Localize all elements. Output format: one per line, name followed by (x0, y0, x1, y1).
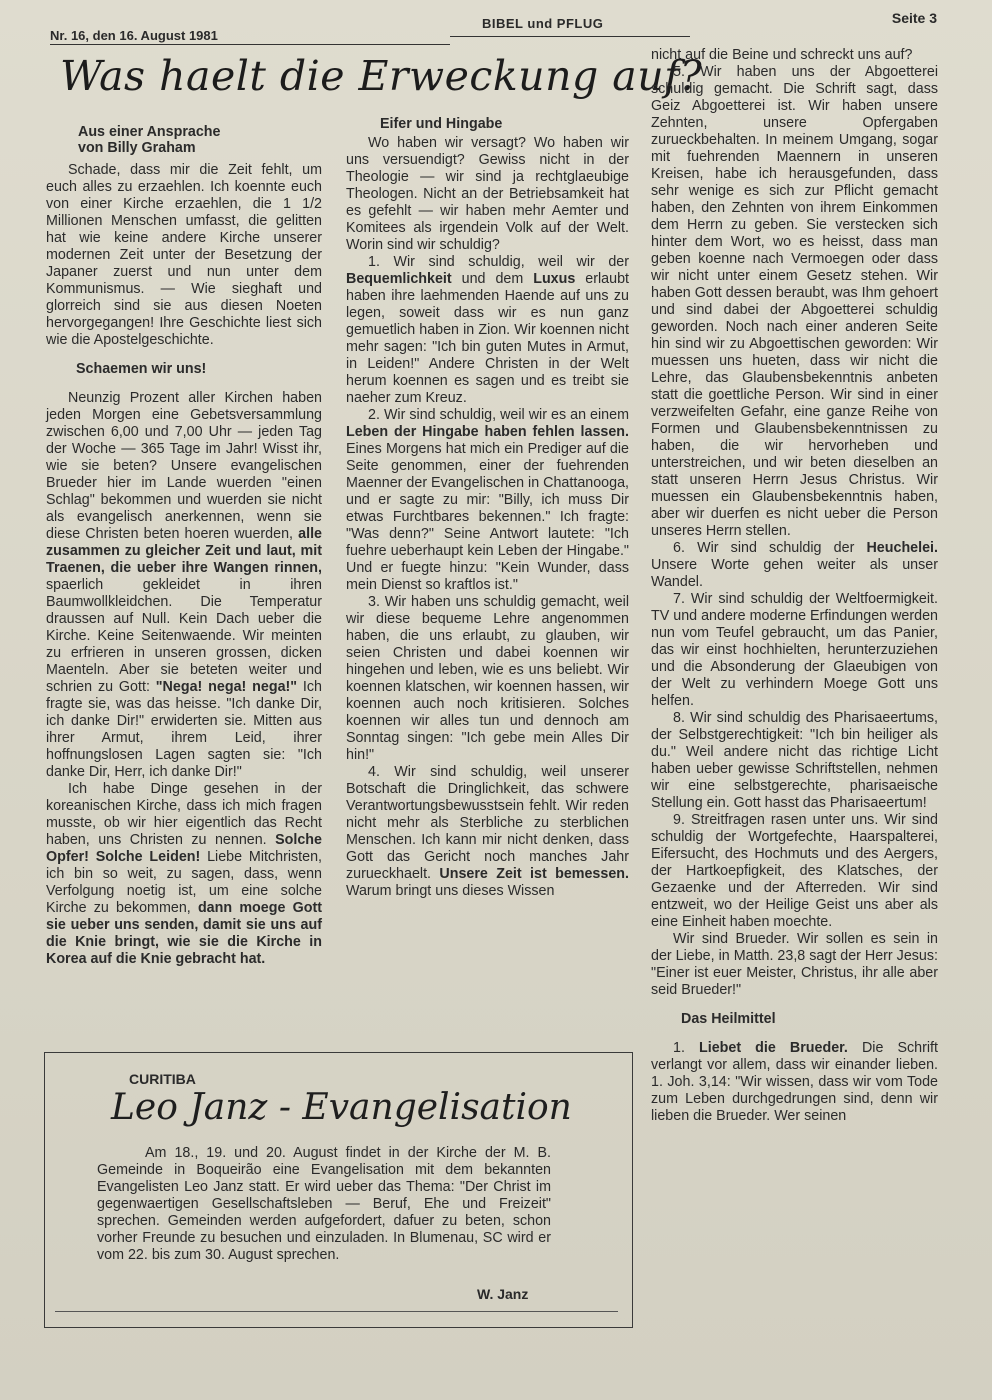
article-column-2 (346, 116, 629, 900)
article-column-1 (46, 124, 322, 968)
page-header (50, 8, 937, 42)
paragraph: 3. Wir haben uns schuldig gemacht, weil wir diese bequeme Lehre angenommen haben, die uns erlaubt, zu glauben, wir seien Christen und dabei koennen wir hingehen und leben, wie es uns beliebt. Wir koennen klatschen, wir koennen hassen, wir koennen auch noch kritisieren. Solches koennen wir alles tun und dennoch am Sonntag singen: "Ich gebe mein Alles Dir hin!" (346, 594, 629, 763)
announcement-body: Am 18., 19. und 20. August findet in der Kirche der M. B. Gemeinde in Boqueirão eine Evangelisation mit dem bekannten Evangelisten Leo Janz statt. Er wird ueber das Thema: "Der Christ im gegenwaertigen Gesellschaftsleben — Beruf, Ehe und Freizeit" sprechen. Gemeinden werden aufgefordert, dafuer zu beten, schon vorher Freunde zu besuchen und einzuladen. In Blumenau, SC wird er vom 22. bis zum 30. August sprechen. (97, 1145, 551, 1263)
issue-date: Nr. 16, den 16. August 1981 (50, 28, 218, 43)
announcement-location: CURITIBA (129, 1071, 196, 1087)
paragraph: 2. Wir sind schuldig, weil wir es an einem Leben der Hingabe haben fehlen lassen. Eines Morgens hat mich ein Prediger auf die Seite genommen, einer der fuehrenden Maenner der Evangelischen in Chattanooga, und er sagte zu mir: "Billy, ich muss Dir etwas Furchtbares bekennen." Ich fragte: "Was denn?" Seine Antwort lautete: "Ich fuehre ueberhaupt kein Leben der Hingabe." Und er fuegte hinzu: "Kein Wunder, dass mein Dienst so kraftlos ist." (346, 407, 629, 593)
paragraph: 1. Wir sind schuldig, weil wir der Bequemlichkeit und dem Luxus erlaubt haben ihre laehmenden Haende auf uns zu legen, soweit dass wir es nun ganz gemuetlich haben in Zion. Wir koennen nicht mehr sagen: "Ich bin guten Mutes in Armut, in Leiden!" Andere Christen in der Welt herum koennen es sagen und es treibt sie naeher zum Kreuz. (346, 254, 629, 406)
paragraph: Schade, dass mir die Zeit fehlt, um euch alles zu erzaehlen. Ich koennte euch von einer Kirche erzaehlen, die 1 1/2 Millionen Menschen umfasst, die gelitten hat wie keine andere Kirche unserer modernen Zeit unter der Besetzung der Japaner zuerst und nun unter dem Kommunismus. — Wie sieghaft und glorreich sind sie aus diesen Noeten hervorgegangen! Ihre Geschichte liest sich wie die Apostelgeschichte. (46, 162, 322, 348)
subheading: Eifer und Hingabe (380, 116, 503, 132)
masthead: BIBEL und PFLUG (482, 16, 604, 31)
announcement-title: Leo Janz - Evangelisation (111, 1087, 572, 1128)
article-headline: Was haelt die Erweckung auf? (60, 52, 703, 100)
page-number: Seite 3 (891, 10, 937, 26)
byline-line-1: Aus einer Ansprache (78, 124, 221, 140)
paragraph: 1. Liebet die Brueder. Die Schrift verlangt vor allem, dass wir einander lieben. 1. Joh. 3,14: "Wir wissen, dass wir vom Tode zum Leben durchgedrungen sind, denn wir lieben die Brueder. Wer seinen (651, 1040, 938, 1124)
paragraph: nicht auf die Beine und schreckt uns auf? (651, 47, 913, 63)
header-rule-center (450, 36, 690, 37)
article-column-3 (651, 47, 938, 1125)
subheading: Das Heilmittel (681, 1011, 776, 1027)
announcement-box (44, 1052, 633, 1328)
announcement-signature: W. Janz (477, 1286, 529, 1302)
paragraph: 9. Streitfragen rasen unter uns. Wir sind schuldig der Wortgefechte, Haarspalterei, Eifersucht, des Hochmuts und des Aergers, der Hartkoepfigkeit, des Klatsches, der Gezaenke und der Afterreden. Wir sind entzweit, wo der Heilige Geist uns aber als eine Einheit haben moechte. (651, 812, 938, 930)
subheading: Schaemen wir uns! (76, 361, 207, 377)
paragraph: 6. Wir sind schuldig der Heuchelei. Unsere Worte gehen weiter als unser Wandel. (651, 540, 938, 590)
header-rule-left (50, 44, 450, 45)
paragraph: Neunzig Prozent aller Kirchen haben jeden Morgen eine Gebetsversammlung zwischen 6,00 und 7,00 Uhr — jeden Tag der Woche — 365 Tage im Jahr! Wisst ihr, wie sie beten? Unsere evangelischen Brueder hier im Lande wuerden "einen Schlag" bekommen und wuerden sie nicht als evangelisch anerkennen, wenn sie diese Christen beten hoeren wuerden, alle zusammen zu gleicher Zeit und laut, mit Traenen, die ueber ihre Wangen rinnen, spaerlich gekleidet in ihren Baumwollkleidchen. Die Temperatur draussen auf Null. Kein Dach ueber die Kirche. Keine Seitenwaende. Wir meinten zu erfrieren in unseren grossen, dicken Maenteln. Aber sie beteten weiter und schrien zu Gott: "Nega! nega! nega!" Ich fragte sie, was das heisse. "Ich danke Dir, ich danke Dir!" erwiderten sie. Mitten aus ihrer Armut, ihrem Leid, ihrer hoffnungslosen Lagen sagten sie: "Ich danke Dir, Herr, ich danke Dir!" (46, 390, 323, 780)
announcement-rule (55, 1311, 618, 1312)
paragraph: 5. Wir haben uns der Abgoetterei schuldig gemacht. Die Schrift sagt, dass Geiz Abgoetterei ist. Wir haben unsere Zehnten, unsere Opfergaben zurueckbehalten. In meinem Umgang, sogar mit fuehrenden Maennern in unseren Kreisen, habe ich herausgefunden, dass sehr wenige es sich zur Pflicht gemacht haben, den Zehnten von ihrem Einkommen dem Herrn zu geben. Sie verstecken sich hinter dem Wort, wo es heisst, dass man geben koenne nach Vermoegen oder dass wir nicht unter einem Gesetz stehen. Wir haben Gott dessen beraubt, was Ihm gehoert und sind dabei der Abgoetterei schuldig geworden. Noch nach einer anderen Seite hin sind wir zu Abgoettischen geworden: Wir muessen uns hueten, dass wir nicht die Lehre, das Glaubensbekenntnis anbeten statt die goettliche Person. Wir sind in einer verzweifelten Gefahr, eine ganze Reihe von Formen und Glaubensbekenntnissen zu haben, die wir hervorheben und unterstreichen, und wir beten dieselben an statt unseren Herrn Jesus Christus. Wir muessen ein Glaubensbekenntnis haben, aber wir duerfen es nicht ueber die Person unseres Herrn stellen. (651, 64, 938, 539)
paragraph: 7. Wir sind schuldig der Weltfoermigkeit. TV und andere moderne Erfindungen werden nun vom Teufel gebraucht, um das Panier, das wir einst hochhielten, herunterzuziehen und die Absonderung der Glaeubigen von der Welt zu verhindern Moege Gott uns helfen. (651, 591, 938, 709)
paragraph: Ich habe Dinge gesehen in der koreanischen Kirche, dass ich mich fragen musste, ob wir hier eigentlich das Recht haben, uns Christen zu nennen. Solche Opfer! Solche Leiden! Liebe Mitchristen, ich bin so weit, zu sagen, dass, wenn Verfolgung noetig ist, um eine solche Kirche zu bekommen, dann moege Gott sie ueber uns senden, damit sie uns auf die Knie bringt, wie sie die Kirche in Korea auf die Knie gebracht hat. (46, 781, 322, 967)
paragraph: Wir sind Brueder. Wir sollen es sein in der Liebe, in Matth. 23,8 sagt der Herr Jesus: "Einer ist euer Meister, Christus, ihr alle aber seid Brueder!" (651, 931, 938, 998)
paragraph: 8. Wir sind schuldig des Pharisaeertums, der Selbstgerechtigkeit: "Ich bin heiliger als du." Weil andere nicht das richtige Licht haben ueber gewisse Schriftstellen, nehmen wir eine selbstgerechte, pharisaeische Stellung ein. Gott hasst das Pharisaeertum! (651, 710, 938, 811)
paragraph: 4. Wir sind schuldig, weil unserer Botschaft die Dringlichkeit, das schwere Verantwortungsbewusstsein fehlt. Wir reden nicht mehr als Sterbliche zu sterblichen Menschen. Ich kann mir nicht denken, dass Gott das Gericht noch manches Jahr zurueckhaelt. Unsere Zeit ist bemessen. Warum bringt uns dieses Wissen (346, 764, 629, 899)
paragraph: Wo haben wir versagt? Wo haben wir uns versuendigt? Gewiss nicht in der Theologie — wir sind ja rechtglaeubige Theologen. Nicht an der Betriebsamkeit hat es gefehlt — wir haben mehr Aemter und Komitees als irgendein Volk auf der Welt. Worin sind wir schuldig? (346, 135, 629, 253)
byline-line-2: von Billy Graham (78, 140, 196, 156)
